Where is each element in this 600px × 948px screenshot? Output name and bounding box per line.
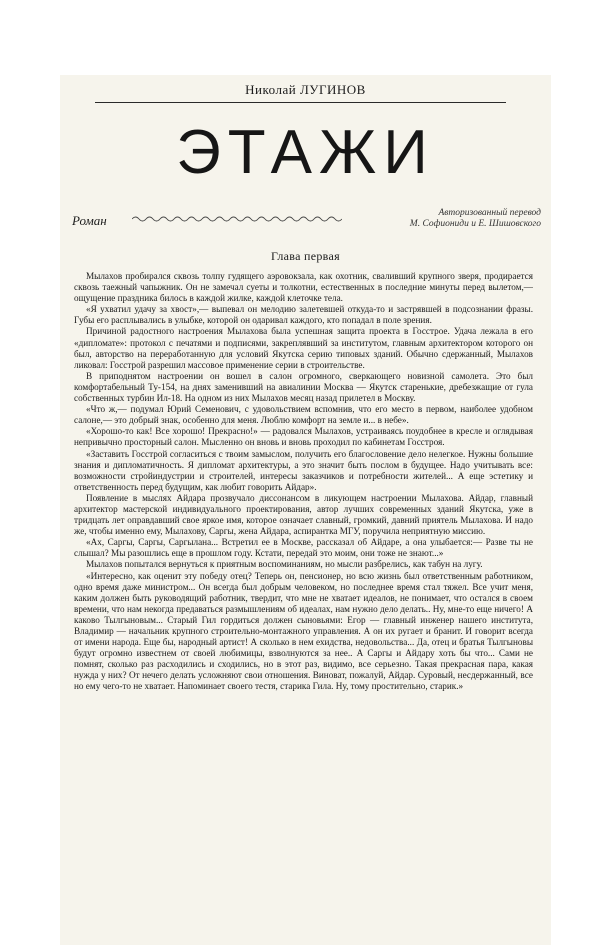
paragraph: «Что ж,— подумал Юрий Семенович, с удовольствием вспомнив, что его место в первом, наиболее удобном салоне,— это добрый знак, особенно для меня. Люблю комфорт на земле и... в небе». <box>74 404 533 426</box>
paragraph: Мылахов пробирался сквозь толпу гудящего аэровокзала, как охотник, сваливший крупного зверя, продирается сквозь таежный чапыжник. Он не замечал суеты и толкотни, естественных в последние минуты перед вылетом,— ощущение праздника билось в каждой жилке, каждой клеточке тела. <box>74 271 533 304</box>
page-title: ЭТАЖИ <box>176 118 435 187</box>
paragraph: «Ах, Саргы, Саргы, Саргылана... Встретил ее в Москве, рассказал об Айдаре, а она улыбается:— Разве ты не слышал? Мы разошлись еще в прошлом году. Кстати, передай это моим, они тоже не знают...» <box>74 537 533 559</box>
paragraph: «Хорошо-то как! Все хорошо! Прекрасно!» — радовался Мылахов, устраиваясь поудобнее в кресле и оглядывая непривычно просторный салон. Мысленно он вновь и вновь проходил по кабинетам Госстроя. <box>74 426 533 448</box>
book-page <box>60 75 551 945</box>
paragraph: Мылахов попытался вернуться к приятным воспоминаниям, но мысли разбрелись, как табун на лугу. <box>86 559 483 570</box>
paragraph: «Заставить Госстрой согласиться с твоим замыслом, получить его благословение дело нелегкое. Нужны большие знания и дипломатичность. Я дипломат архитектуры, а это значит быть послом в будущее. Надо учитывать все: возможности стройиндустрии и строителей, интересы заказчиков и потребности жителей... А еще эстетику и ответственность перед будущим, как любит говорить Айдар». <box>74 448 533 492</box>
body-text <box>74 271 533 693</box>
paragraph: В приподнятом настроении он вошел в салон огромного, сверкающего новизной самолета. Это был комфортабельный Ту-154, на днях заменивший на авиалинии Москва — Якутск старенькие, дребезжащие от гула собственных турбин Ил-18. На одном из них Мылахов месяц назад прилетел в Москву. <box>74 370 533 404</box>
paragraph: «Я ухватил удачу за хвост»,— выпевал он мелодию залетевшей откуда-то и застрявшей в подсознании фразы. Губы его расплывались в улыбке, которой он одаривал каждого, кто попадал в поле зрения. <box>74 304 533 326</box>
translator-line-1: Авторизованный перевод <box>438 208 541 218</box>
wavy-divider <box>132 215 342 223</box>
translator-line-2: М. Софиониди и Е. Шишовского <box>409 219 541 229</box>
chapter-heading: Глава первая <box>271 249 340 263</box>
paragraph: Появление в мыслях Айдара прозвучало диссонансом в ликующем настроении Мылахова. Айдар, главный архитектор мастерской индивидуального проектирования, автор лучших современных зданий Якутска, уже в тридцать лет оправдавший свое яркое имя, которое означает славный, громкий, давний приятель Мылахова. И надо же, чтобы именно ему, Мылахову, Саргы, жена Айдара, аспирантка МГУ, поручила неприятную миссию. <box>74 492 533 537</box>
genre-label: Роман <box>72 213 107 228</box>
translator-credit <box>410 208 541 230</box>
author-name: Николай ЛУГИНОВ <box>60 82 551 98</box>
paragraph: «Интересно, как оценит эту победу отец? Теперь он, пенсионер, но всю жизнь был ответственным работником, одно время даже министром... Он всегда был добрым человеком, но последнее время стал тяжел. Все учит меня, каким должен быть руководящий работник, твердит, что мне не хватает идеалов, не понимает, что остался в своем времени, что нам некогда предаваться размышлениям об идеалах, нам нужно дело делать.. Ну, мне-то еще ничего! А каково Тылгыновым... Старый Гил гордиться должен сыновьями: Егор — главный инженер нашего института, Владимир — начальник крупного строительно-монтажного управления. А он их ругает и бранит. И говорит всегда от имени народа. Еще бы, народный артист! А сколько в нем ехидства, недовольства... Да, отец и братья Тылгыновы будут огромно известнем от своей любимицы, взволнуются за нее.. А Саргы и Айдару хоть бы что... Сами не помнят, сколько раз расходились и сходились, но в этот раз, видимо, все серьезно. Такая прекрасная пара, какая нужда у них? От нечего делать усложняют свои отношения. Виноват, пожалуй, Айдар. Суровый, несдержанный, все но ему чего-то не хватает. Напоминает своего тестя, старика Гила. Ну, тому простительно, старик.» <box>74 570 533 692</box>
paragraph: Причиной радостного настроения Мылахова была успешная защита проекта в Госстрое. Удача лежала в его «дипломате»: протокол с печатями и подписями, закреплявший за институтом, главным архитектором которого он был, авторство на переработанную для условий Якутска серию типовых зданий. Обычно сдержанный, Мылахов ликовал: Госстрой разрешил массовое применение серии в строительстве. <box>74 326 533 370</box>
